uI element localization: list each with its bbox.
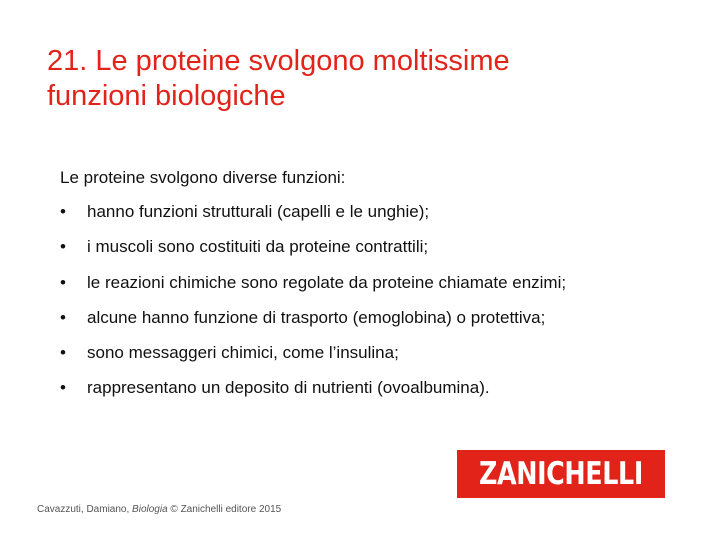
list-item-text: hanno funzioni strutturali (capelli e le unghie); [87,202,430,221]
list-item [60,341,700,365]
slide-title: 21. Le proteine svolgono moltissime funzioni biologiche [47,45,510,112]
list-item-text: i muscoli sono costituiti da proteine contrattili; [87,237,429,257]
list-item-text: alcune hanno funzione di trasporto (emoglobina) o protettiva; [87,307,546,327]
list-item [60,376,700,400]
footer-publisher: © Zanichelli editore 2015 [167,504,282,515]
bullet-icon: • [60,378,66,398]
slide-body [60,166,700,412]
footer-book-title: Biologia [132,504,168,515]
bullet-icon: • [60,202,66,221]
bullet-icon: • [60,343,66,363]
footer-credit [37,504,281,515]
intro-text: Le proteine svolgono diverse funzioni: [60,168,346,187]
bullet-icon: • [60,272,66,292]
list-item-text: le reazioni chimiche sono regolate da proteine chiamate enzimi; [87,272,567,292]
list-item [60,235,700,259]
bullet-icon: • [60,237,66,257]
list-item [60,271,700,295]
list-item-text: rappresentano un deposito di nutrienti (ovoalbumina). [87,378,490,398]
footer-authors: Cavazzuti, Damiano, [37,504,133,515]
list-item-text: sono messaggeri chimici, come l’insulina; [87,343,399,363]
bullet-list [60,200,700,400]
list-item [60,306,700,330]
list-item [60,200,700,224]
bullet-icon: • [60,307,66,327]
logo-text: ZANICHELLI [479,456,643,492]
publisher-logo [457,450,665,498]
